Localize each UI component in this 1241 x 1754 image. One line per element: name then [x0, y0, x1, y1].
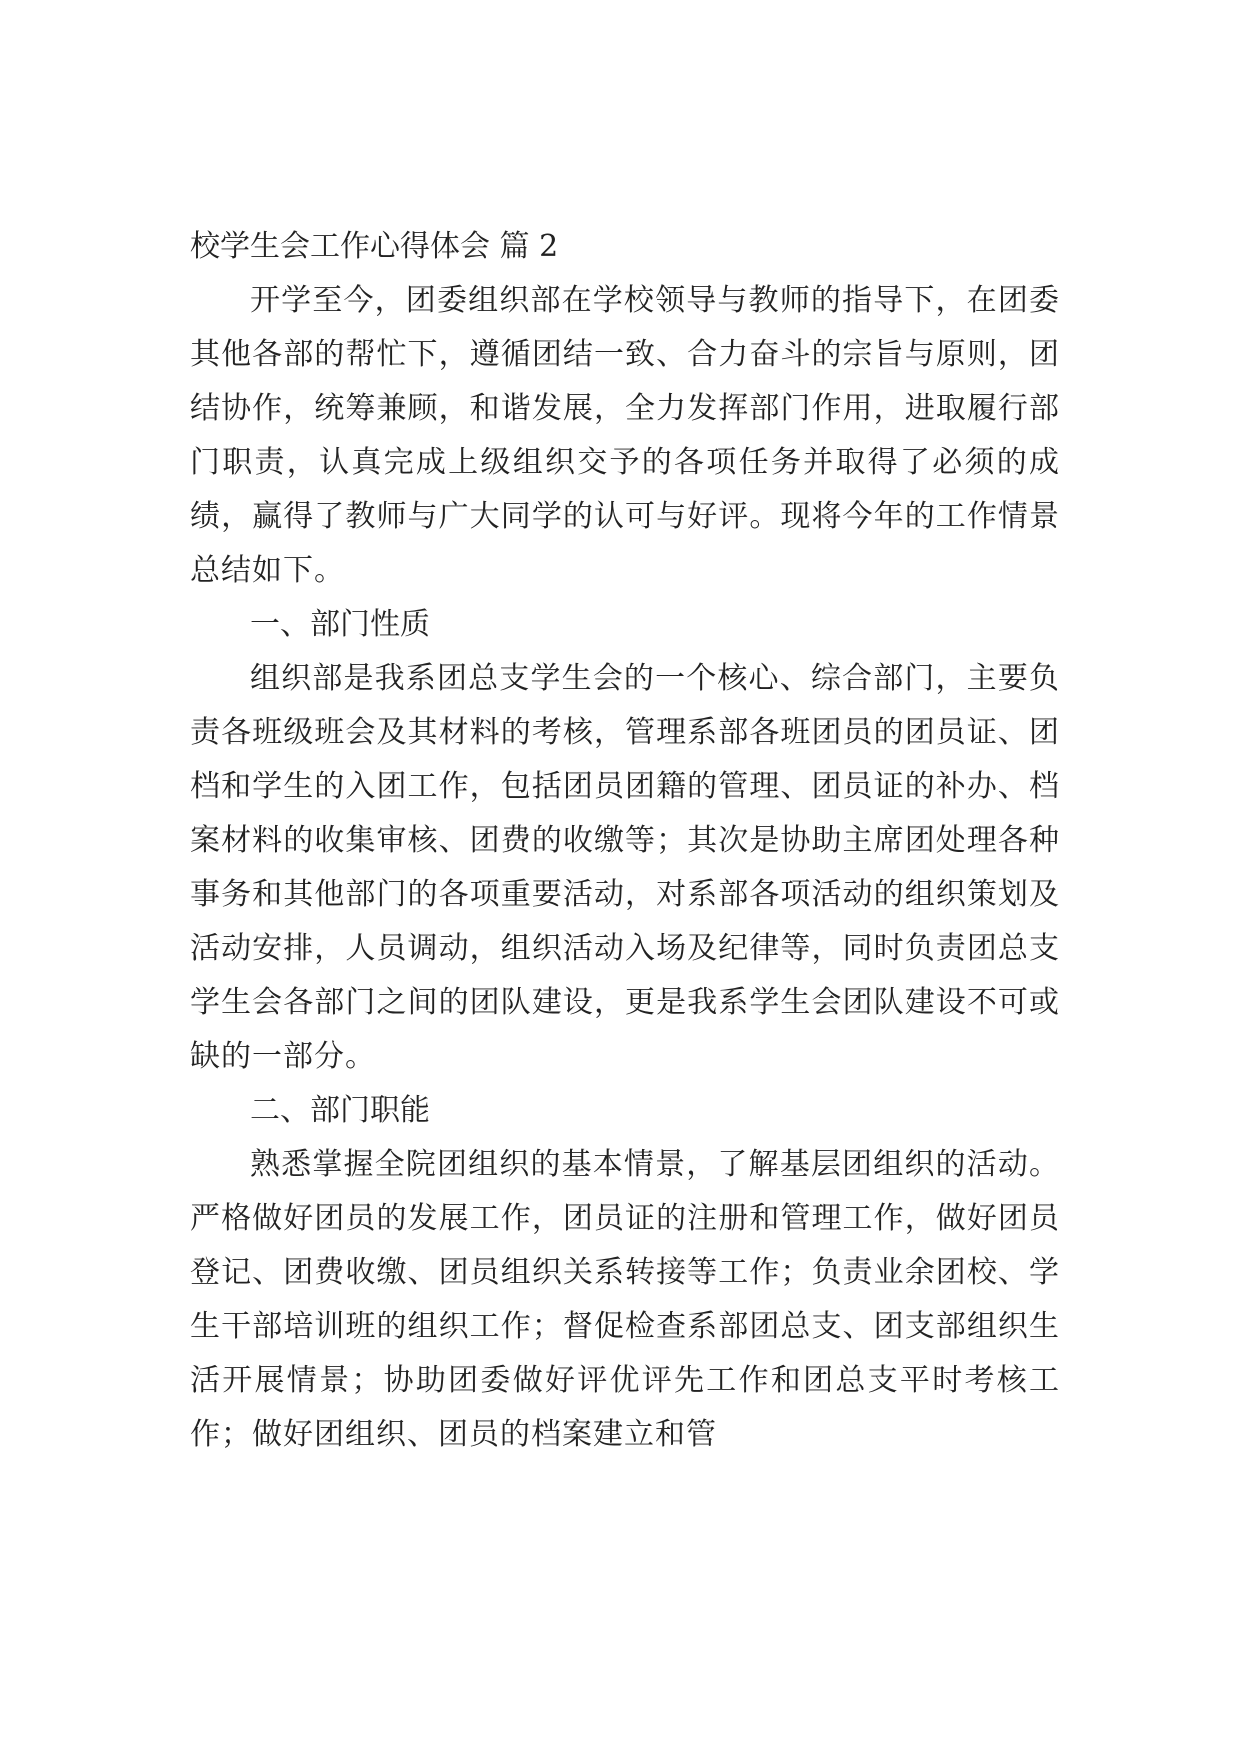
document-body	[190, 220, 1060, 1462]
document-title: 校学生会工作心得体会 篇 2	[190, 229, 559, 264]
section-paragraph-department-functions: 熟悉掌握全院团组织的基本情景，了解基层团组织的活动。严格做好团员的发展工作，团员证的注册和管理工作，做好团员登记、团费收缴、团员组织关系转接等工作；负责业余团校、学生干部培训班的组织工作；督促检查系部团总支、团支部组织生活开展情景；协助团委做好评优评先工作和团总支平时考核工作；做好团组织、团员的档案建立和管	[190, 1147, 1060, 1452]
section-heading-department-functions: 二、部门职能	[250, 1093, 430, 1128]
intro-paragraph: 开学至今，团委组织部在学校领导与教师的指导下，在团委其他各部的帮忙下，遵循团结一致、合力奋斗的宗旨与原则，团结协作，统筹兼顾，和谐发展，全力发挥部门作用，进取履行部门职责，认真完成上级组织交予的各项任务并取得了必须的成绩，赢得了教师与广大同学的认可与好评。现将今年的工作情景总结如下。	[190, 283, 1060, 588]
section-paragraph-department-nature: 组织部是我系团总支学生会的一个核心、综合部门，主要负责各班级班会及其材料的考核，管理系部各班团员的团员证、团档和学生的入团工作，包括团员团籍的管理、团员证的补办、档案材料的收集审核、团费的收缴等；其次是协助主席团处理各种事务和其他部门的各项重要活动，对系部各项活动的组织策划及活动安排，人员调动，组织活动入场及纪律等，同时负责团总支学生会各部门之间的团队建设，更是我系学生会团队建设不可或缺的一部分。	[190, 661, 1060, 1074]
section-heading-department-nature: 一、部门性质	[250, 607, 430, 642]
